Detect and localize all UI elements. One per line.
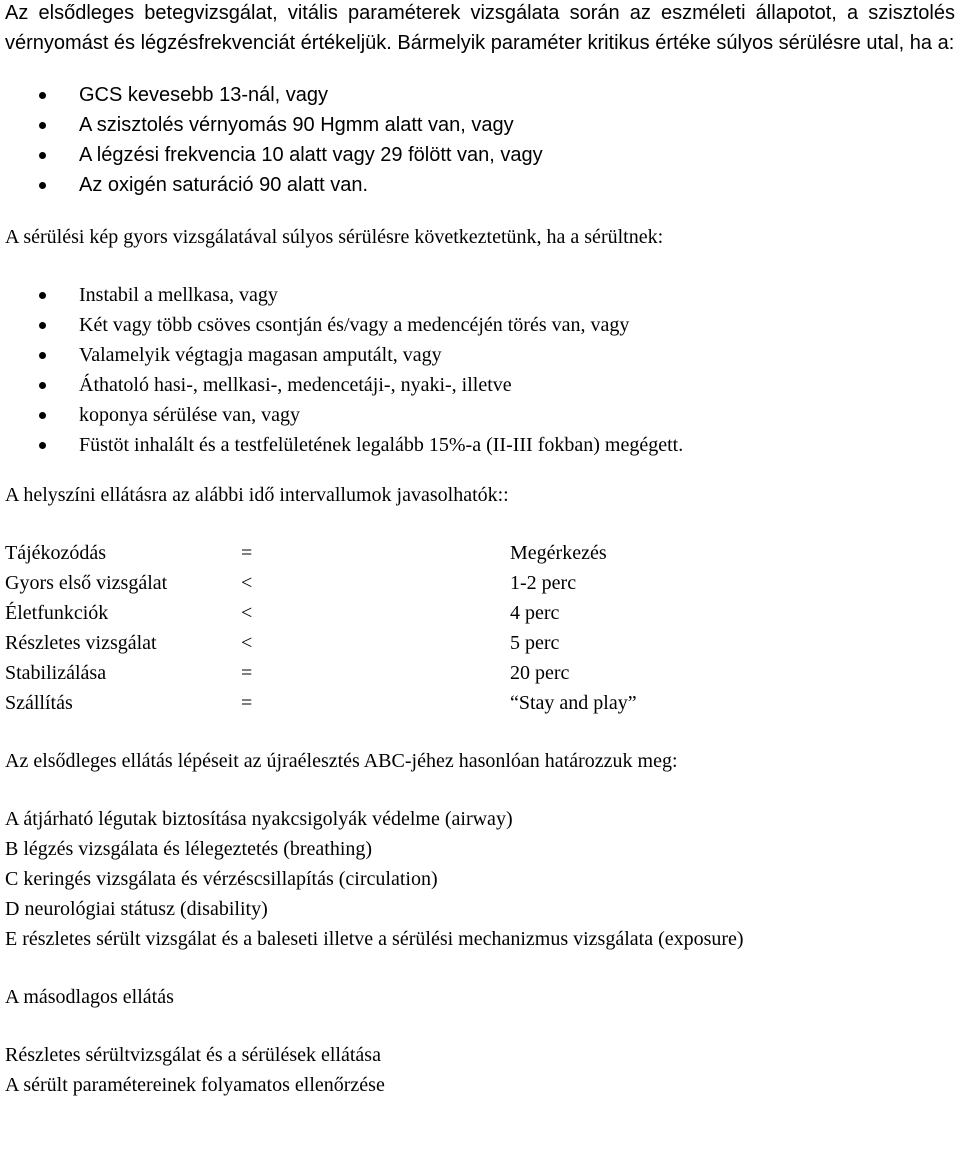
list-item: Instabil a mellkasa, vagy [5,280,955,310]
bullet-icon [39,122,46,129]
list-item: A átjárható légutak biztosítása nyakcsigolyák védelme (airway) [5,808,513,830]
timing-value: “Stay and play” [510,692,637,714]
vital-criteria-list [5,80,955,200]
timing-operator: = [241,542,253,564]
timing-value: 20 perc [510,662,570,684]
timing-value: Megérkezés [510,542,607,564]
secondary-care-list [5,1040,955,1100]
timing-value: 1-2 perc [510,572,577,594]
table-row [5,538,955,568]
timing-label: Gyors első vizsgálat [5,572,168,594]
list-item: Részletes sérültvizsgálat és a sérülések ellátása [5,1044,381,1066]
timing-operator: = [241,692,253,714]
timing-label: Részletes vizsgálat [5,632,157,654]
list-item: Az oxigén saturáció 90 alatt van. [5,170,955,200]
bullet-icon [39,152,46,159]
list-item: Füstöt inhalált és a testfelületének legalább 15%-a (II-III fokban) megégett. [5,430,955,460]
list-item: A sérült paramétereinek folyamatos ellenőrzése [5,1074,385,1096]
bullet-icon [39,352,46,359]
abc-intro: Az elsődleges ellátás lépéseit az újraélesztés ABC-jéhez hasonlóan határozzuk meg: [5,750,678,772]
timing-label: Szállítás [5,692,73,714]
list-item: Valamelyik végtagja magasan amputált, vagy [5,340,955,370]
abc-steps-list [5,804,955,954]
table-row [5,628,955,658]
timing-table [5,538,955,718]
list-item: Áthatoló hasi-, mellkasi-, medencetáji-, nyaki-, illetve [5,370,955,400]
bullet-icon [39,322,46,329]
bullet-icon [39,382,46,389]
injury-criteria-list [5,280,955,460]
list-item: C keringés vizsgálata és vérzéscsillapítás (circulation) [5,868,438,890]
table-row [5,688,955,718]
list-item: koponya sérülése van, vagy [5,400,955,430]
table-row [5,598,955,628]
bullet-icon [39,92,46,99]
timing-label: Életfunkciók [5,602,109,624]
timing-label: Tájékozódás [5,542,107,564]
bullet-icon [39,292,46,299]
timing-operator: < [241,602,253,624]
table-row [5,658,955,688]
list-item: B légzés vizsgálata és lélegeztetés (breathing) [5,838,373,860]
list-item: GCS kevesebb 13-nál, vagy [5,80,955,110]
intro-paragraph: Az elsődleges betegvizsgálat, vitális paraméterek vizsgálata során az eszméleti állapotot, a szisztolés vérnyomást és légzésfrekvenciát értékeljük. Bármelyik paraméter kritikus értéke súlyos sérülésre utal, ha a: [5,2,955,54]
bullet-icon [39,442,46,449]
list-item: E részletes sérült vizsgálat és a baleseti illetve a sérülési mechanizmus vizsgálata (exposure) [5,928,744,950]
injury-intro: A sérülési kép gyors vizsgálatával súlyos sérülésre következtetünk, ha a sérültnek: [5,226,664,248]
timing-operator: < [241,632,253,654]
timing-operator: = [241,662,253,684]
bullet-icon [39,182,46,189]
list-item: A szisztolés vérnyomás 90 Hgmm alatt van, vagy [5,110,955,140]
list-item: Két vagy több csöves csontján és/vagy a medencéjén törés van, vagy [5,310,955,340]
table-row [5,568,955,598]
timing-value: 5 perc [510,632,560,654]
document-page [5,0,955,1100]
bullet-icon [39,412,46,419]
timing-operator: < [241,572,253,594]
timing-intro: A helyszíni ellátásra az alábbi idő intervallumok javasolhatók:: [5,484,509,506]
secondary-care-heading: A másodlagos ellátás [5,986,174,1008]
list-item: A légzési frekvencia 10 alatt vagy 29 fölött van, vagy [5,140,955,170]
timing-value: 4 perc [510,602,560,624]
timing-label: Stabilizálása [5,662,107,684]
list-item: D neurológiai státusz (disability) [5,898,268,920]
